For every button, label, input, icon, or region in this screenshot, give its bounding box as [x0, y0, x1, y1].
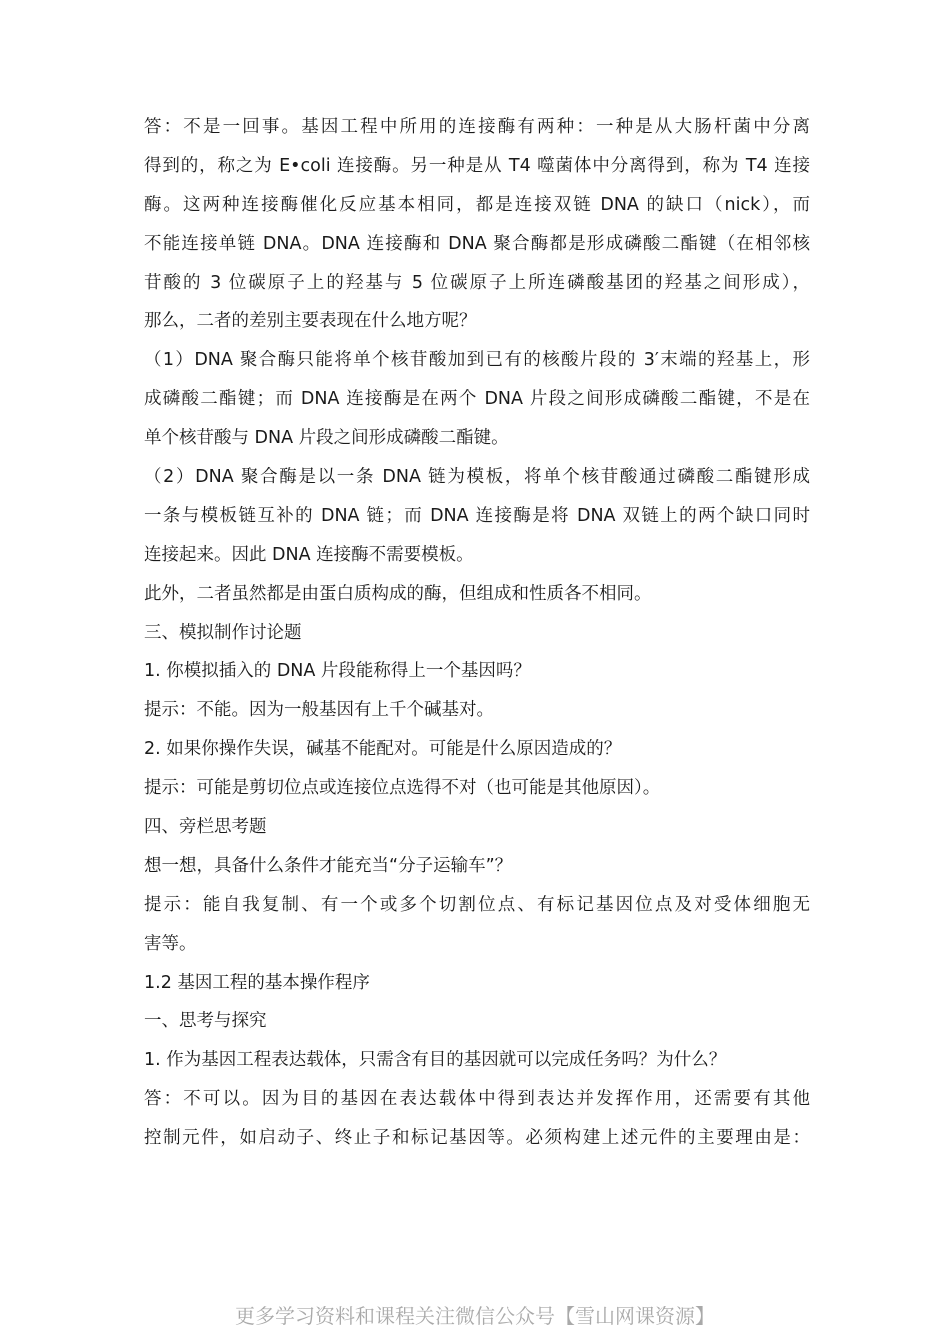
text-line: 此外，二者虽然都是由蛋白质构成的酶，但组成和性质各不相同。 — [144, 583, 652, 604]
text-line: 答：不是一回事。基因工程中所用的连接酶有两种：一种是从大肠杆菌中分离 — [144, 117, 810, 137]
text-line: 得到的，称之为 E•coli 连接酶。另一种是从 T4 噬菌体中分离得到，称为 T4 连接 — [144, 155, 810, 176]
hint-line: 提示：不能。因为一般基因有上千个碱基对。 — [144, 700, 494, 721]
text-line: 控制元件，如启动子、终止子和标记基因等。必须构建上述元件的主要理由是： — [144, 1128, 810, 1149]
text-line: 苷酸的 3 位碳原子上的羟基与 5 位碳原子上所连磷酸基团的羟基之间形成）， — [144, 272, 810, 293]
text-line: 连接起来。因此 DNA 连接酶不需要模板。 — [144, 544, 474, 565]
section-heading: 四、旁栏思考题 — [144, 817, 267, 838]
text-line: 单个核苷酸与 DNA 片段之间形成磷酸二酯键。 — [144, 428, 509, 449]
text-line: 不能连接单链 DNA。DNA 连接酶和 DNA 聚合酶都是形成磷酸二酯键（在相邻核 — [144, 233, 810, 254]
text-line: 成磷酸二酯键；而 DNA 连接酶是在两个 DNA 片段之间形成磷酸二酯键，不是在 — [144, 389, 810, 410]
chapter-heading: 1.2 基因工程的基本操作程序 — [144, 972, 370, 993]
question-line: 2. 如果你操作失误，碱基不能配对。可能是什么原因造成的？ — [144, 739, 622, 760]
text-line: 酶。这两种连接酶催化反应基本相同，都是连接双链 DNA 的缺口（nick），而 — [144, 194, 810, 215]
text-line: 害等。 — [144, 933, 197, 954]
document-body — [144, 108, 810, 1158]
text-line: 一条与模板链互补的 DNA 链；而 DNA 连接酶是将 DNA 双链上的两个缺口同时 — [144, 505, 810, 526]
hint-line: 提示：可能是剪切位点或连接位点选得不对（也可能是其他原因）。 — [144, 778, 661, 799]
answer-line: 答：不可以。因为目的基因在表达载体中得到表达并发挥作用，还需要有其他 — [144, 1089, 810, 1110]
text-line: （1）DNA 聚合酶只能将单个核苷酸加到已有的核酸片段的 3′末端的羟基上，形 — [144, 350, 810, 371]
question-line: 1. 你模拟插入的 DNA 片段能称得上一个基因吗？ — [144, 661, 531, 682]
hint-line: 提示：能自我复制、有一个或多个切割位点、有标记基因位点及对受体细胞无 — [144, 894, 810, 915]
text-line: （2）DNA 聚合酶是以一条 DNA 链为模板，将单个核苷酸通过磷酸二酯键形成 — [144, 467, 810, 488]
footer-watermark: 更多学习资料和课程关注微信公众号【雪山网课资源】 — [235, 1304, 715, 1328]
text-line: 那么，二者的差别主要表现在什么地方呢？ — [144, 311, 477, 332]
section-heading: 一、思考与探究 — [144, 1011, 267, 1032]
question-line: 1. 作为基因工程表达载体，只需含有目的基因就可以完成任务吗？为什么？ — [144, 1050, 727, 1071]
question-line: 想一想，具备什么条件才能充当“分子运输车”？ — [144, 855, 513, 876]
section-heading: 三、模拟制作讨论题 — [144, 622, 302, 643]
